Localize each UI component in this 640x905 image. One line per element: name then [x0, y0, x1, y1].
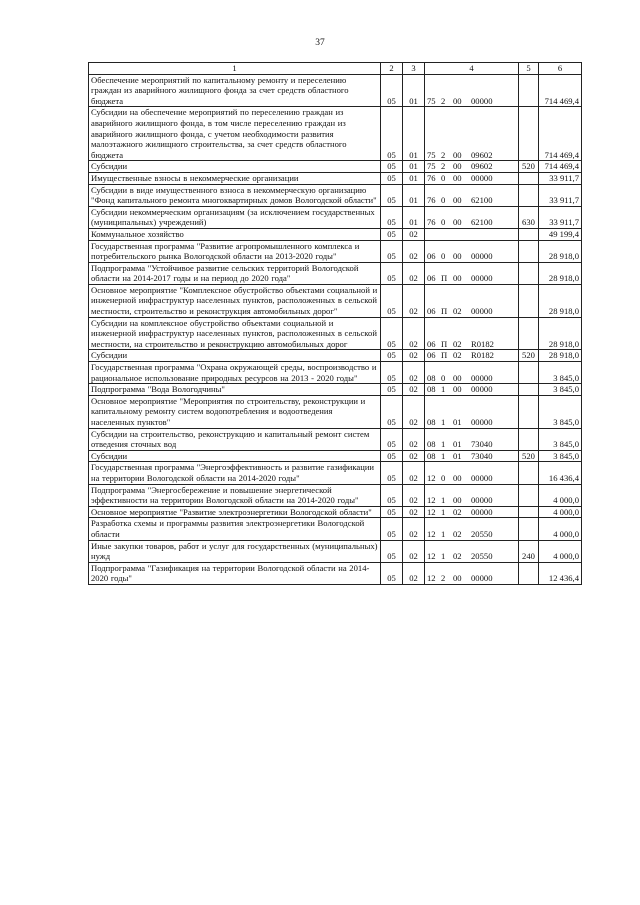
row-name: Государственная программа "Развитие агропромышленного комплекса и потребительского рынка Вологодской области на 2013-2020 годы" [89, 240, 381, 262]
row-subsection: 01 [403, 74, 425, 107]
table-row [89, 484, 582, 506]
target-article-part: 00000 [471, 372, 493, 383]
row-section: 05 [381, 562, 403, 584]
row-expense-type [519, 317, 539, 350]
row-target-article [425, 350, 519, 362]
budget-table [88, 62, 582, 585]
row-amount: 3 845,0 [539, 428, 582, 450]
target-article-part: 06 [427, 273, 436, 284]
row-amount: 714 469,4 [539, 161, 582, 173]
table-row [89, 428, 582, 450]
target-article-part: П [441, 350, 448, 361]
row-subsection: 01 [403, 107, 425, 161]
row-section: 05 [381, 540, 403, 562]
table-row [89, 240, 582, 262]
row-target-article [425, 240, 519, 262]
row-name: Обеспечение мероприятий по капитальному ремонту и переселению граждан из аварийного жилищного фонда за счет средств областного бюджета [89, 74, 381, 107]
row-amount: 3 845,0 [539, 362, 582, 384]
row-name: Основное мероприятие "Развитие электроэнергетики Вологодской области" [89, 506, 381, 518]
row-amount: 12 436,4 [539, 562, 582, 584]
target-article-part: 00 [453, 172, 462, 183]
target-article-part: 00 [453, 217, 462, 228]
target-article-part: 12 [427, 495, 436, 506]
row-amount: 3 845,0 [539, 384, 582, 396]
row-section: 05 [381, 462, 403, 484]
target-article-part: 08 [427, 450, 436, 461]
target-article-part: 1 [441, 528, 446, 539]
col-header-3: 3 [403, 63, 425, 75]
target-article-part: 00 [453, 384, 462, 395]
column-number-row [89, 63, 582, 75]
target-article-part: 00 [453, 251, 462, 262]
row-amount: 4 000,0 [539, 518, 582, 540]
row-amount: 28 918,0 [539, 284, 582, 317]
row-expense-type [519, 240, 539, 262]
row-name: Подпрограмма "Энергосбережение и повышение энергетической эффективности на территории Вологодской области на 2014-2020 годы" [89, 484, 381, 506]
target-article-part: 2 [441, 149, 446, 160]
row-section: 05 [381, 428, 403, 450]
row-section: 05 [381, 350, 403, 362]
target-article-part: 1 [441, 495, 446, 506]
row-section: 05 [381, 484, 403, 506]
target-article-part: 00000 [471, 251, 493, 262]
row-name: Субсидии [89, 450, 381, 462]
target-article-part: 00000 [471, 506, 493, 517]
row-section: 05 [381, 395, 403, 428]
row-subsection: 02 [403, 317, 425, 350]
col-header-2: 2 [381, 63, 403, 75]
row-target-article [425, 562, 519, 584]
target-article-part: 01 [453, 450, 462, 461]
row-amount: 28 918,0 [539, 350, 582, 362]
row-expense-type: 520 [519, 161, 539, 173]
row-section: 05 [381, 240, 403, 262]
target-article-part: 00000 [471, 172, 493, 183]
target-article-part: 00 [453, 573, 462, 584]
row-name: Субсидии в виде имущественного взноса в некоммерческую организацию "Фонд капитального ремонта многоквартирных домов Вологодской области" [89, 184, 381, 206]
row-expense-type [519, 228, 539, 240]
row-expense-type [519, 462, 539, 484]
target-article-part: 00 [453, 472, 462, 483]
target-article-part: 02 [453, 506, 462, 517]
row-expense-type [519, 562, 539, 584]
row-target-article [425, 184, 519, 206]
row-name: Подпрограмма "Устойчивое развитие сельских территорий Вологодской области на 2014-2017 годы и на период до 2020 года" [89, 262, 381, 284]
row-expense-type [519, 172, 539, 184]
row-subsection: 02 [403, 450, 425, 462]
table-row [89, 450, 582, 462]
row-amount: 4 000,0 [539, 484, 582, 506]
target-article-part: 62100 [471, 217, 493, 228]
target-article-part: 12 [427, 472, 436, 483]
target-article-part: 20550 [471, 528, 493, 539]
row-subsection: 02 [403, 262, 425, 284]
row-target-article [425, 484, 519, 506]
row-subsection: 01 [403, 206, 425, 228]
row-subsection: 02 [403, 228, 425, 240]
row-amount: 714 469,4 [539, 107, 582, 161]
target-article-part: 08 [427, 439, 436, 450]
row-section: 05 [381, 518, 403, 540]
page-number: 37 [315, 38, 325, 48]
row-target-article [425, 206, 519, 228]
row-target-article [425, 362, 519, 384]
row-expense-type [519, 184, 539, 206]
target-article-part: 0 [441, 251, 446, 262]
target-article-part: 62100 [471, 195, 493, 206]
target-article-part: 02 [453, 528, 462, 539]
row-name: Субсидии [89, 161, 381, 173]
col-header-1: 1 [89, 63, 381, 75]
target-article-part: R0182 [471, 338, 494, 349]
table-row [89, 317, 582, 350]
row-expense-type [519, 362, 539, 384]
row-name: Субсидии на комплексное обустройство объектами социальной и инженерной инфраструктур населенных пунктов, расположенных в сельской местности, на строительство и реконструкцию автомобильных дорог [89, 317, 381, 350]
table-row [89, 161, 582, 173]
row-target-article [425, 450, 519, 462]
target-article-part: 00000 [471, 273, 493, 284]
row-amount: 49 199,4 [539, 228, 582, 240]
target-article-part: П [441, 338, 448, 349]
target-article-part: 75 [427, 161, 436, 172]
target-article-part: 01 [453, 417, 462, 427]
row-name: Иные закупки товаров, работ и услуг для государственных (муниципальных) нужд [89, 540, 381, 562]
row-expense-type: 520 [519, 350, 539, 362]
row-name: Разработка схемы и программы развития электроэнергетики Вологодской области [89, 518, 381, 540]
target-article-part: 12 [427, 506, 436, 517]
row-subsection: 02 [403, 484, 425, 506]
row-amount: 4 000,0 [539, 506, 582, 518]
row-section: 05 [381, 317, 403, 350]
table-row [89, 518, 582, 540]
row-name: Субсидии на строительство, реконструкцию и капитальный ремонт систем отведения сточных вод [89, 428, 381, 450]
target-article-part: 00000 [471, 384, 493, 395]
row-amount: 33 911,7 [539, 184, 582, 206]
row-section: 05 [381, 161, 403, 173]
table-row [89, 506, 582, 518]
row-name: Имущественные взносы в некоммерческие организации [89, 172, 381, 184]
row-section: 05 [381, 262, 403, 284]
target-article-part: 00 [453, 273, 462, 284]
target-article-part: 08 [427, 417, 436, 427]
row-subsection: 02 [403, 462, 425, 484]
row-amount: 28 918,0 [539, 240, 582, 262]
row-name: Государственная программа "Энергоэффективность и развитие газификации на территории Вологодской области на 2014-2020 годы" [89, 462, 381, 484]
table-row [89, 562, 582, 584]
row-expense-type [519, 107, 539, 161]
row-section: 05 [381, 228, 403, 240]
table-row [89, 74, 582, 107]
row-subsection: 02 [403, 350, 425, 362]
row-expense-type [519, 262, 539, 284]
target-article-part: 1 [441, 417, 446, 427]
row-name: Субсидии [89, 350, 381, 362]
target-article-part: 02 [453, 551, 462, 562]
target-article-part: 01 [453, 439, 462, 450]
row-target-article [425, 228, 519, 240]
target-article-part: П [441, 273, 448, 284]
target-article-part: 00 [453, 149, 462, 160]
target-article-part: 0 [441, 472, 446, 483]
target-article-part: 00000 [471, 573, 493, 584]
row-subsection: 02 [403, 540, 425, 562]
target-article-part: 0 [441, 372, 446, 383]
row-expense-type [519, 506, 539, 518]
target-article-part: 02 [453, 350, 462, 361]
row-subsection: 02 [403, 395, 425, 428]
target-article-part: 20550 [471, 551, 493, 562]
row-section: 05 [381, 284, 403, 317]
target-article-part: 0 [441, 172, 446, 183]
row-subsection: 01 [403, 172, 425, 184]
row-section: 05 [381, 506, 403, 518]
target-article-part: 12 [427, 551, 436, 562]
row-name: Субсидии на обеспечение мероприятий по переселению граждан из аварийного жилищного фонда, в том числе переселению граждан из аварийного жилищного фонда, с учетом необходимости развития малоэтажного жилищного строительства, за счет средств областного бюджета [89, 107, 381, 161]
table-row [89, 384, 582, 396]
target-article-part: 12 [427, 573, 436, 584]
target-article-part: 02 [453, 338, 462, 349]
table-row [89, 228, 582, 240]
row-target-article [425, 428, 519, 450]
row-expense-type [519, 74, 539, 107]
row-expense-type: 520 [519, 450, 539, 462]
target-article-part: 06 [427, 306, 436, 317]
row-section: 05 [381, 172, 403, 184]
target-article-part: 1 [441, 506, 446, 517]
target-article-part: 06 [427, 338, 436, 349]
target-article-part: 00000 [471, 495, 493, 506]
row-target-article [425, 518, 519, 540]
target-article-part: 00 [453, 161, 462, 172]
target-article-part: П [441, 306, 448, 317]
row-target-article [425, 262, 519, 284]
row-target-article [425, 161, 519, 173]
col-header-6: 6 [539, 63, 582, 75]
table-row [89, 107, 582, 161]
row-section: 05 [381, 107, 403, 161]
target-article-part: 00 [453, 95, 462, 106]
target-article-part: 1 [441, 384, 446, 395]
target-article-part: 1 [441, 439, 446, 450]
table-body [89, 74, 582, 584]
row-target-article [425, 284, 519, 317]
target-article-part: 0 [441, 195, 446, 206]
target-article-part: 02 [453, 306, 462, 317]
target-article-part: 1 [441, 450, 446, 461]
row-amount: 28 918,0 [539, 262, 582, 284]
table-row [89, 362, 582, 384]
row-amount: 33 911,7 [539, 172, 582, 184]
target-article-part: 00 [453, 195, 462, 206]
row-name: Субсидии некоммерческим организациям (за исключением государственных (муниципальных) учреждений) [89, 206, 381, 228]
row-name: Подпрограмма "Газификация на территории Вологодской области на 2014-2020 годы" [89, 562, 381, 584]
target-article-part: 12 [427, 528, 436, 539]
row-name: Основное мероприятие "Мероприятия по строительству, реконструкции и капитальному ремонту систем водопотребления и водоотведения населенных пунктов" [89, 395, 381, 428]
row-section: 05 [381, 74, 403, 107]
target-article-part: 76 [427, 195, 436, 206]
row-amount: 33 911,7 [539, 206, 582, 228]
row-expense-type [519, 384, 539, 396]
table-row [89, 462, 582, 484]
row-expense-type [519, 395, 539, 428]
row-target-article [425, 506, 519, 518]
row-amount: 3 845,0 [539, 450, 582, 462]
target-article-part: 75 [427, 95, 436, 106]
target-article-part: 00000 [471, 472, 493, 483]
table-row [89, 350, 582, 362]
table-row [89, 172, 582, 184]
target-article-part: 00 [453, 372, 462, 383]
row-expense-type [519, 428, 539, 450]
row-expense-type: 630 [519, 206, 539, 228]
row-name: Подпрограмма "Вода Вологодчины" [89, 384, 381, 396]
target-article-part: 00000 [471, 95, 493, 106]
target-article-part: 00000 [471, 417, 493, 427]
target-article-part: 08 [427, 384, 436, 395]
row-subsection: 01 [403, 184, 425, 206]
row-subsection: 02 [403, 506, 425, 518]
row-subsection: 02 [403, 384, 425, 396]
target-article-part: R0182 [471, 350, 494, 361]
target-article-part: 09602 [471, 161, 493, 172]
target-article-part: 2 [441, 573, 446, 584]
row-amount: 16 436,4 [539, 462, 582, 484]
target-article-part: 73040 [471, 439, 493, 450]
row-target-article [425, 462, 519, 484]
target-article-part: 00 [453, 495, 462, 506]
row-expense-type [519, 484, 539, 506]
row-section: 05 [381, 384, 403, 396]
row-target-article [425, 395, 519, 428]
row-subsection: 01 [403, 161, 425, 173]
row-section: 05 [381, 450, 403, 462]
col-header-4: 4 [425, 63, 519, 75]
row-target-article [425, 107, 519, 161]
row-expense-type [519, 284, 539, 317]
target-article-part: 00000 [471, 306, 493, 317]
target-article-part: 06 [427, 350, 436, 361]
table-row [89, 262, 582, 284]
col-header-5: 5 [519, 63, 539, 75]
row-expense-type: 240 [519, 540, 539, 562]
row-target-article [425, 317, 519, 350]
row-target-article [425, 74, 519, 107]
table-row [89, 206, 582, 228]
target-article-part: 2 [441, 95, 446, 106]
row-expense-type [519, 518, 539, 540]
row-subsection: 02 [403, 240, 425, 262]
target-article-part: 06 [427, 251, 436, 262]
row-amount: 714 469,4 [539, 74, 582, 107]
target-article-part: 73040 [471, 450, 493, 461]
table-row [89, 395, 582, 428]
row-amount: 4 000,0 [539, 540, 582, 562]
row-name: Основное мероприятие "Комплексное обустройство объектами социальной и инженерной инфраструктур населенных пунктов, расположенных в сельской местности, строительство и реконструкция автомобильных дорог" [89, 284, 381, 317]
target-article-part: 76 [427, 172, 436, 183]
row-name: Государственная программа "Охрана окружающей среды, воспроизводство и рациональное использование природных ресурсов на 2013 - 2020 годы" [89, 362, 381, 384]
target-article-part: 2 [441, 161, 446, 172]
row-target-article [425, 384, 519, 396]
row-section: 05 [381, 184, 403, 206]
row-subsection: 02 [403, 428, 425, 450]
target-article-part: 08 [427, 372, 436, 383]
row-subsection: 02 [403, 362, 425, 384]
target-article-part: 1 [441, 551, 446, 562]
table-row [89, 284, 582, 317]
row-target-article [425, 540, 519, 562]
table-row [89, 184, 582, 206]
target-article-part: 76 [427, 217, 436, 228]
table-row [89, 540, 582, 562]
target-article-part: 0 [441, 217, 446, 228]
row-name: Коммунальное хозяйство [89, 228, 381, 240]
row-amount: 28 918,0 [539, 317, 582, 350]
row-subsection: 02 [403, 518, 425, 540]
target-article-part: 09602 [471, 149, 493, 160]
row-subsection: 02 [403, 284, 425, 317]
row-target-article [425, 172, 519, 184]
row-amount: 3 845,0 [539, 395, 582, 428]
row-section: 05 [381, 362, 403, 384]
row-subsection: 02 [403, 562, 425, 584]
target-article-part: 75 [427, 149, 436, 160]
row-section: 05 [381, 206, 403, 228]
